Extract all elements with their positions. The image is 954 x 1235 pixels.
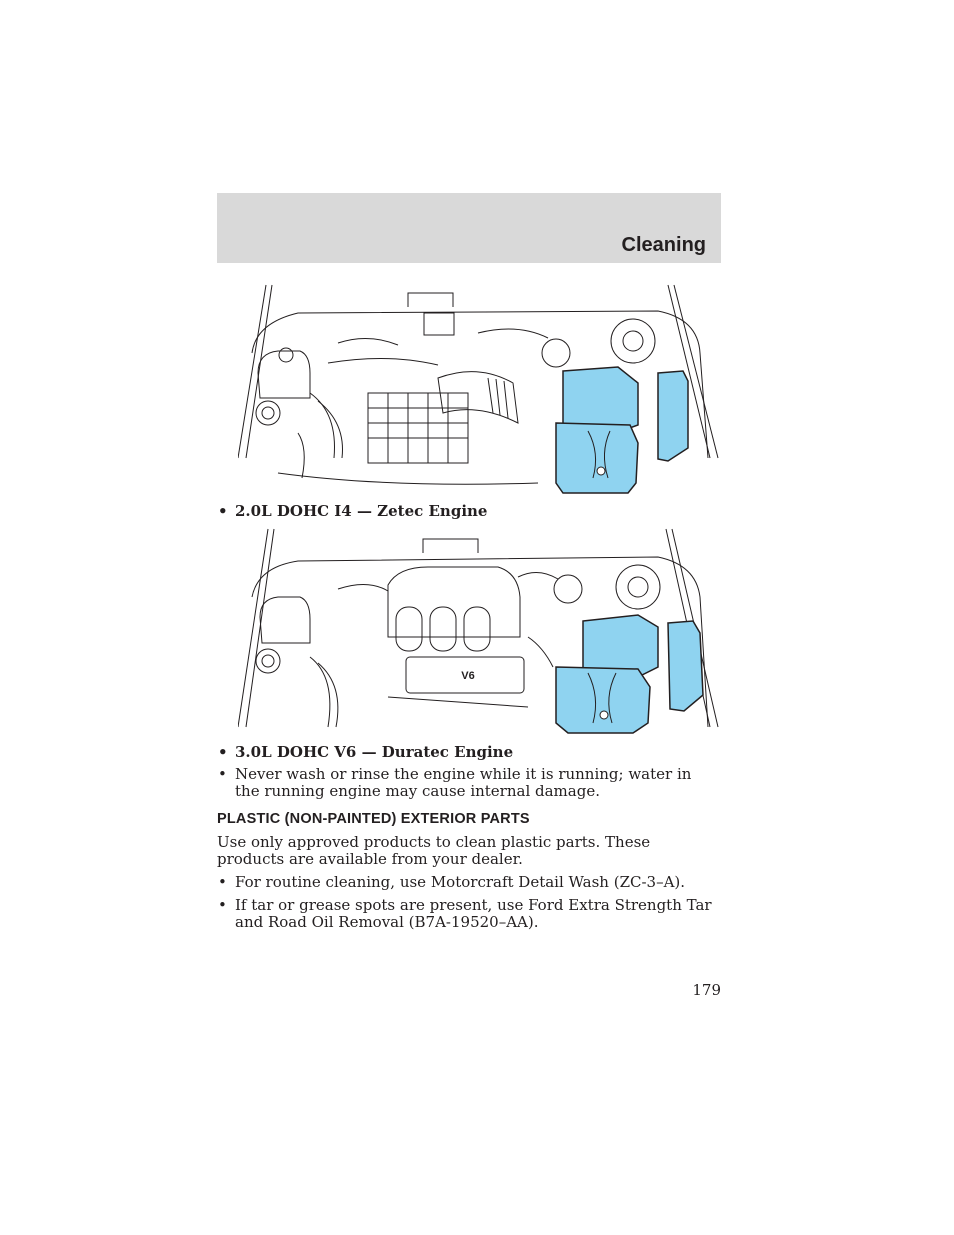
engine-line-drawing-v6: [238, 527, 723, 735]
bullet-text: Never wash or rinse the engine while it is running; water in the running engine may cause internal damage.: [235, 765, 692, 800]
section-title: Cleaning: [621, 234, 706, 256]
engine-line-drawing-i4: [238, 283, 723, 495]
bullet-routine-cleaning: [218, 874, 718, 891]
bullet-tar-grease: [218, 897, 718, 931]
bullet-dot: •: [218, 873, 227, 891]
caption-text: 2.0L DOHC I4 — Zetec Engine: [235, 502, 488, 520]
bullet-dot: •: [218, 743, 228, 761]
bullet-dot: •: [218, 765, 227, 783]
figure-caption-v6: [218, 744, 718, 761]
bullet-dot: •: [218, 896, 227, 914]
bullet-dot: •: [218, 502, 228, 520]
plastic-parts-intro: Use only approved products to clean plastic parts. These products are available from your dealer.: [217, 833, 651, 868]
figure-caption-i4: [218, 503, 718, 520]
engine-illustration-i4: [238, 283, 723, 495]
engine-illustration-v6: [238, 527, 723, 735]
caption-text: 3.0L DOHC V6 — Duratec Engine: [235, 743, 514, 761]
section-header: [217, 193, 721, 263]
engine-cover-badge: V6: [461, 670, 475, 682]
bullet-engine-warning: [218, 766, 718, 800]
plastic-parts-heading: PLASTIC (NON-PAINTED) EXTERIOR PARTS: [217, 811, 530, 827]
page-number: 179: [692, 981, 721, 999]
bullet-text: For routine cleaning, use Motorcraft Detail Wash (ZC-3–A).: [235, 873, 686, 891]
bullet-text: If tar or grease spots are present, use Ford Extra Strength Tar and Road Oil Removal (B7A-19520–AA).: [235, 896, 712, 931]
